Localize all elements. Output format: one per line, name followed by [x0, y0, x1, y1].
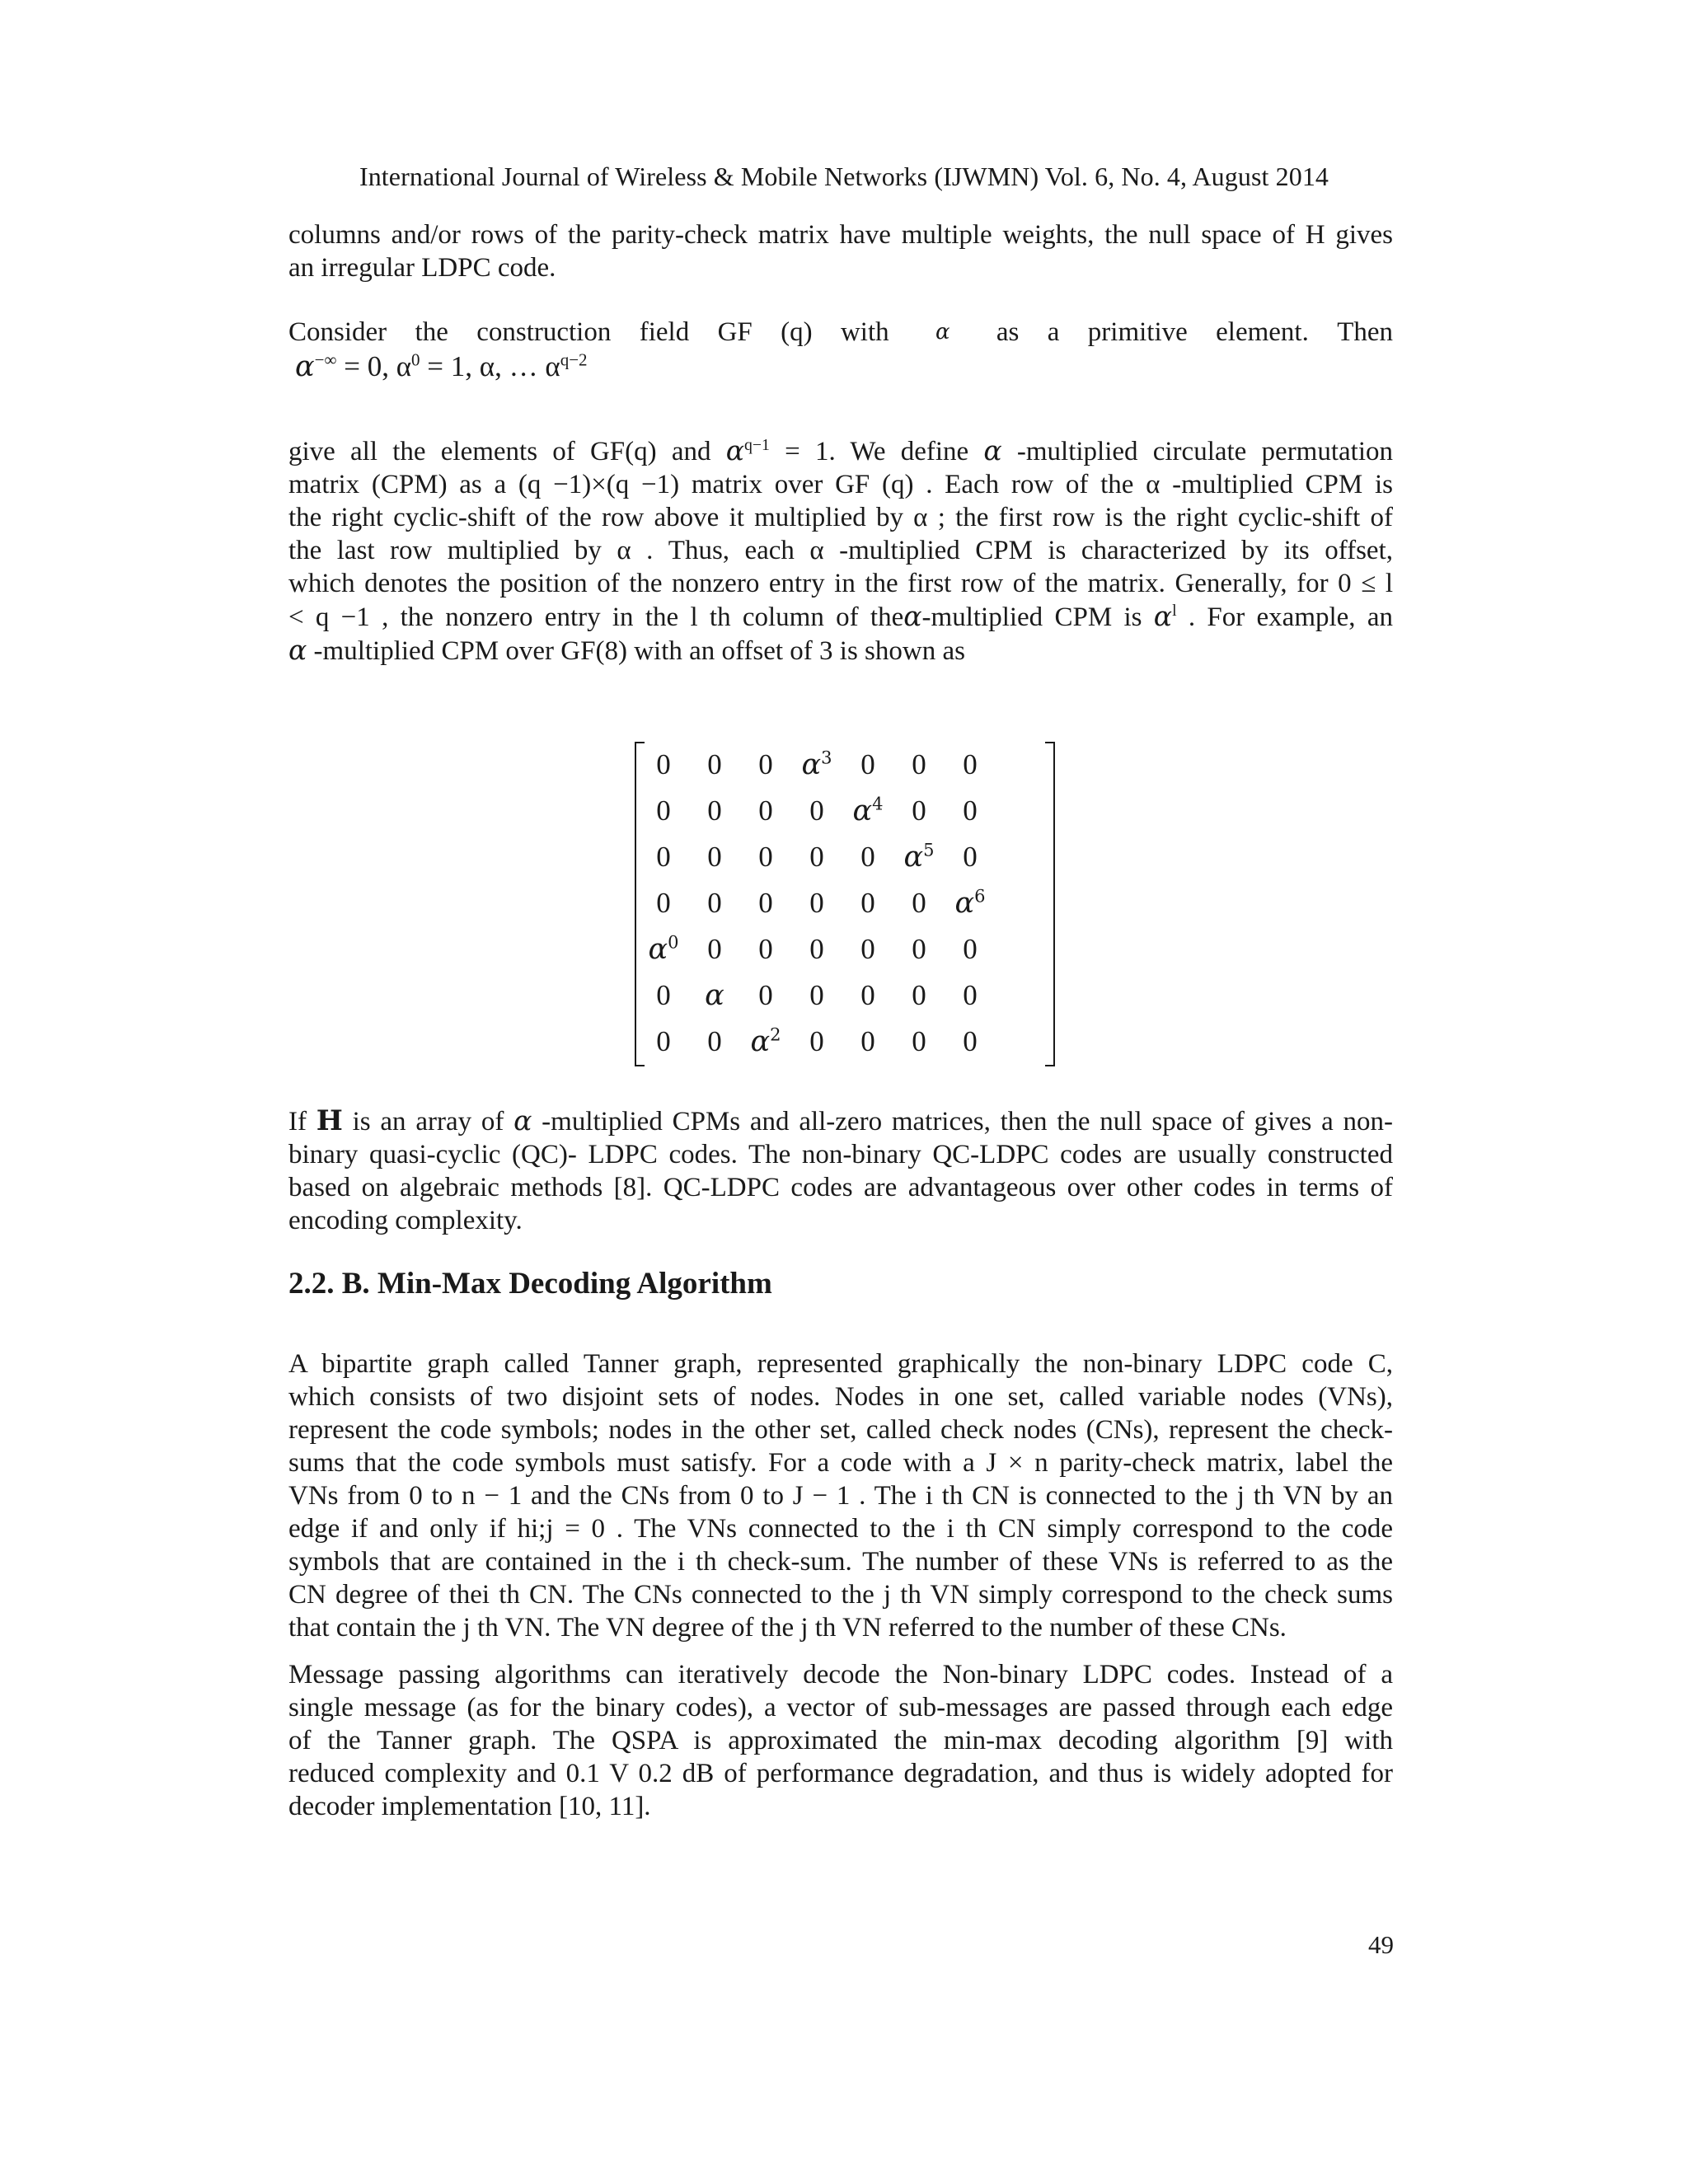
alpha-symbol: α: [513, 1104, 532, 1137]
math-superscript: q−2: [560, 349, 588, 370]
matrix-cell: 0: [963, 933, 978, 965]
right-bracket: [1045, 742, 1055, 1066]
math-superscript: −∞: [314, 349, 337, 370]
matrix-cell: $\alpha^3$: [801, 748, 832, 781]
math-token: = 1, α, … α: [420, 350, 560, 382]
alpha-symbol: α: [903, 600, 922, 632]
matrix-cell: 0: [758, 979, 773, 1011]
text-run: -multiplied circulate permutation: [1001, 437, 1393, 466]
word: (q): [781, 317, 813, 347]
matrix-cell: 0: [860, 979, 875, 1011]
matrix-cell: 0: [809, 1025, 824, 1057]
text-line: binary quasi-cyclic (QC)- LDPC codes. The non-binary QC-LDPC codes are usually constructed: [288, 1140, 1393, 1169]
math-token: = 0, α: [336, 350, 412, 382]
matrix-cell: 0: [758, 887, 773, 919]
text-line: edge if and only if hi;j = 0 . The VNs connected to the i th CN simply correspond to the code: [288, 1514, 1393, 1544]
text-line: of the Tanner graph. The QSPA is approximated the min-max decoding algorithm [9] with: [288, 1726, 1393, 1755]
page-number: 49: [1368, 1930, 1394, 1959]
alpha-symbol: α: [288, 634, 307, 666]
text-line: decoder implementation [10, 11].: [288, 1792, 651, 1821]
word: a: [1047, 317, 1060, 347]
matrix-cell: 0: [809, 933, 824, 965]
matrix-cell: 0: [707, 748, 722, 780]
matrix-cell: $\alpha^0$: [648, 932, 679, 966]
text-line: Message passing algorithms can iteratively decode the Non-binary LDPC codes. Instead of a: [288, 1660, 1393, 1690]
math-superscript: 0: [411, 349, 420, 370]
matrix-cell: 0: [758, 841, 773, 873]
matrix-cell: 0: [912, 887, 926, 919]
matrix-cell: $\alpha^2$: [750, 1024, 781, 1058]
matrix-cell: 0: [963, 748, 978, 780]
matrix-cell: α: [705, 979, 724, 1012]
math-superscript: l: [1172, 602, 1177, 620]
alpha-symbol: α: [983, 434, 1002, 466]
matrix-cell: 0: [963, 841, 978, 873]
alpha-symbol: α: [935, 320, 950, 344]
text-line: based on algebraic methods [8]. QC-LDPC codes are advantageous over other codes in terms of: [288, 1173, 1393, 1202]
matrix-cell: 0: [963, 979, 978, 1011]
text-line: represent the code symbols; nodes in the other set, called check nodes (CNs), represent the check-: [288, 1415, 1393, 1445]
text-line: that contain the j th VN. The VN degree of the j th VN referred to the number of these CNs.: [288, 1613, 1287, 1643]
matrix-cell: 0: [656, 748, 671, 780]
matrix-cell: 0: [707, 1025, 722, 1057]
matrix-cell: 0: [809, 979, 824, 1011]
text-line: single message (as for the binary codes), a vector of sub-messages are passed through each edge: [288, 1693, 1393, 1722]
text-line: which denotes the position of the nonzero entry in the first row of the matrix. Generally, for 0 ≤ l: [288, 569, 1393, 598]
text-run: -multiplied CPM is: [921, 602, 1154, 632]
matrix-cell: 0: [809, 794, 824, 827]
alpha-symbol: α: [725, 434, 744, 466]
word: field: [639, 317, 690, 347]
matrix-cell: 0: [656, 794, 671, 827]
text-line: VNs from 0 to n − 1 and the CNs from 0 to J − 1 . The i th CN is connected to the j th VN by an: [288, 1481, 1393, 1511]
word: with: [840, 317, 889, 347]
text-line: [288, 600, 1393, 634]
text-line: matrix (CPM) as a (q −1)×(q −1) matrix over GF (q) . Each row of the α -multiplied CPM is: [288, 470, 1393, 499]
paragraph-6: [288, 1658, 1393, 1823]
text-line: sums that the code symbols must satisfy. For a code with a J × n parity-check matrix, label the: [288, 1448, 1393, 1478]
text-line: columns and/or rows of the parity-check matrix have multiple weights, the null space of H gives: [288, 220, 1393, 250]
text-line: reduced complexity and 0.1 V 0.2 dB of performance degradation, and thus is widely adopted for: [288, 1759, 1393, 1788]
text-run: -multiplied CPMs and all-zero matrices, then the null space of gives a non-: [532, 1107, 1394, 1137]
matrix-cell: 0: [860, 933, 875, 965]
matrix-cell: 0: [809, 841, 824, 873]
math-token: α: [295, 350, 315, 383]
text-run: = 1. We define: [769, 437, 984, 466]
word: as: [996, 317, 1020, 347]
word: Consider: [288, 317, 387, 347]
matrix-cell: 0: [656, 841, 671, 873]
cpm-matrix: [635, 742, 1055, 1063]
matrix-cell: 0: [656, 979, 671, 1011]
matrix-cell: 0: [656, 887, 671, 919]
paragraph-4: [288, 1104, 1393, 1237]
text-run: < q −1 , the nonzero entry in the l th column of the: [288, 602, 904, 632]
matrix-cell: $\alpha^6$: [954, 886, 986, 920]
matrix-cell: $\alpha^5$: [903, 840, 935, 874]
matrix-cell: 0: [912, 979, 926, 1011]
matrix-cell: 0: [963, 794, 978, 827]
word: element.: [1216, 317, 1309, 347]
text-line: the right cyclic-shift of the row above it multiplied by α ; the first row is the right cyclic-shift of: [288, 503, 1393, 532]
word: Then: [1337, 317, 1393, 347]
matrix-cell: 0: [707, 887, 722, 919]
matrix-cell: 0: [758, 933, 773, 965]
paragraph-1: [288, 218, 1393, 284]
matrix-cell: 0: [707, 841, 722, 873]
text-run: If: [288, 1107, 316, 1137]
paragraph-3: [288, 434, 1393, 668]
matrix-cell: 0: [758, 794, 773, 827]
word: primitive: [1087, 317, 1188, 347]
text-line: encoding complexity.: [288, 1206, 523, 1235]
matrix-cell: 0: [912, 1025, 926, 1057]
text-line: [288, 316, 1393, 349]
text-line: an irregular LDPC code.: [288, 253, 556, 283]
matrix-cell: 0: [860, 887, 875, 919]
matrix-cell: 0: [656, 1025, 671, 1057]
matrix-cell: 0: [860, 1025, 875, 1057]
word: construction: [476, 317, 612, 347]
text-line: [288, 1104, 1393, 1138]
matrix-cell: 0: [860, 748, 875, 780]
matrix-symbol-h: H: [316, 1104, 343, 1137]
matrix-cell: 0: [860, 841, 875, 873]
running-header: International Journal of Wireless & Mobile Networks (IJWMN) Vol. 6, No. 4, August 2014: [359, 162, 1329, 191]
matrix-cell: 0: [912, 794, 926, 827]
text-run: . For example, an: [1176, 602, 1393, 632]
matrix-cell: $\alpha^4$: [852, 794, 884, 827]
text-run: give all the elements of GF(q) and: [288, 437, 726, 466]
matrix-cell: 0: [809, 887, 824, 919]
text-line: CN degree of thei th CN. The CNs connected to the j th VN simply correspond to the check sums: [288, 1580, 1393, 1610]
matrix-cell: 0: [912, 748, 926, 780]
text-run: is an array of: [342, 1107, 514, 1137]
matrix-cell: 0: [963, 1025, 978, 1057]
math-superscript: q−1: [744, 436, 770, 454]
paragraph-2: [288, 316, 1393, 383]
paragraph-5: [288, 1347, 1393, 1644]
text-line: symbols that are contained in the i th check-sum. The number of these VNs is referred to as the: [288, 1547, 1393, 1577]
text-run: -multiplied CPM over GF(8) with an offset of 3 is shown as: [307, 636, 965, 666]
section-title: 2.2. B. Min-Max Decoding Algorithm: [288, 1267, 772, 1301]
word: the: [415, 317, 448, 347]
matrix-cell: 0: [912, 933, 926, 965]
text-line: [288, 434, 1393, 468]
text-line: A bipartite graph called Tanner graph, represented graphically the non-binary LDPC code C,: [288, 1349, 1393, 1379]
equation-elements: [288, 350, 1393, 383]
matrix-cell: 0: [707, 933, 722, 965]
text-line: [288, 634, 1393, 668]
text-line: the last row multiplied by α . Thus, each α -multiplied CPM is characterized by its offset,: [288, 536, 1393, 565]
matrix-cell: 0: [758, 748, 773, 780]
alpha-symbol: α: [1153, 600, 1173, 632]
matrix-cell: 0: [707, 794, 722, 827]
word: GF: [717, 317, 753, 347]
text-line: which consists of two disjoint sets of nodes. Nodes in one set, called variable nodes (VNs),: [288, 1382, 1393, 1412]
